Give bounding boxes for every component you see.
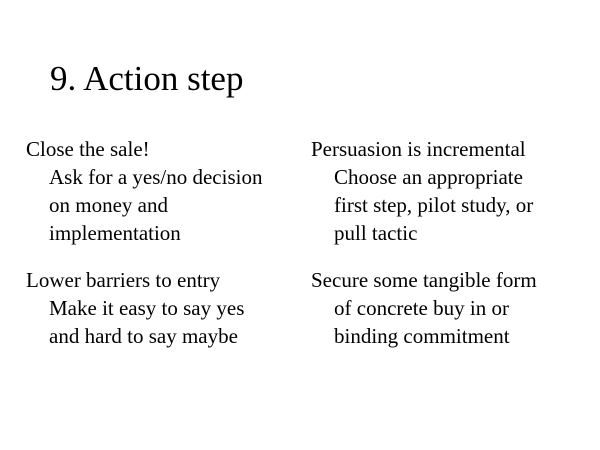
bullet-sub-line: Ask for a yes/no decision (49, 165, 263, 189)
bullet-sub-line: pull tactic (334, 221, 418, 245)
bullet-heading: Persuasion is incremental (311, 137, 526, 161)
slide-title: 9. Action step (50, 59, 244, 98)
bullet-sub-line: Choose an appropriate (334, 165, 523, 189)
bullet-heading: Lower barriers to entry (26, 268, 221, 292)
bullet-sub-line: implementation (49, 221, 181, 245)
bullet-sub-line: on money and (49, 193, 168, 217)
bullet-lower-barriers (26, 266, 244, 350)
bullet-sub-line: Make it easy to say yes (49, 296, 245, 320)
bullet-heading: Close the sale! (26, 137, 150, 161)
bullet-sub-line: and hard to say maybe (49, 324, 238, 348)
bullet-secure-commitment (311, 266, 537, 350)
bullet-sub-line: first step, pilot study, or (334, 193, 534, 217)
bullet-close-the-sale (26, 135, 262, 247)
bullet-heading: Secure some tangible form (311, 268, 537, 292)
bullet-sub-line: binding commitment (334, 324, 510, 348)
bullet-persuasion-incremental (311, 135, 533, 247)
bullet-sub-line: of concrete buy in or (334, 296, 509, 320)
